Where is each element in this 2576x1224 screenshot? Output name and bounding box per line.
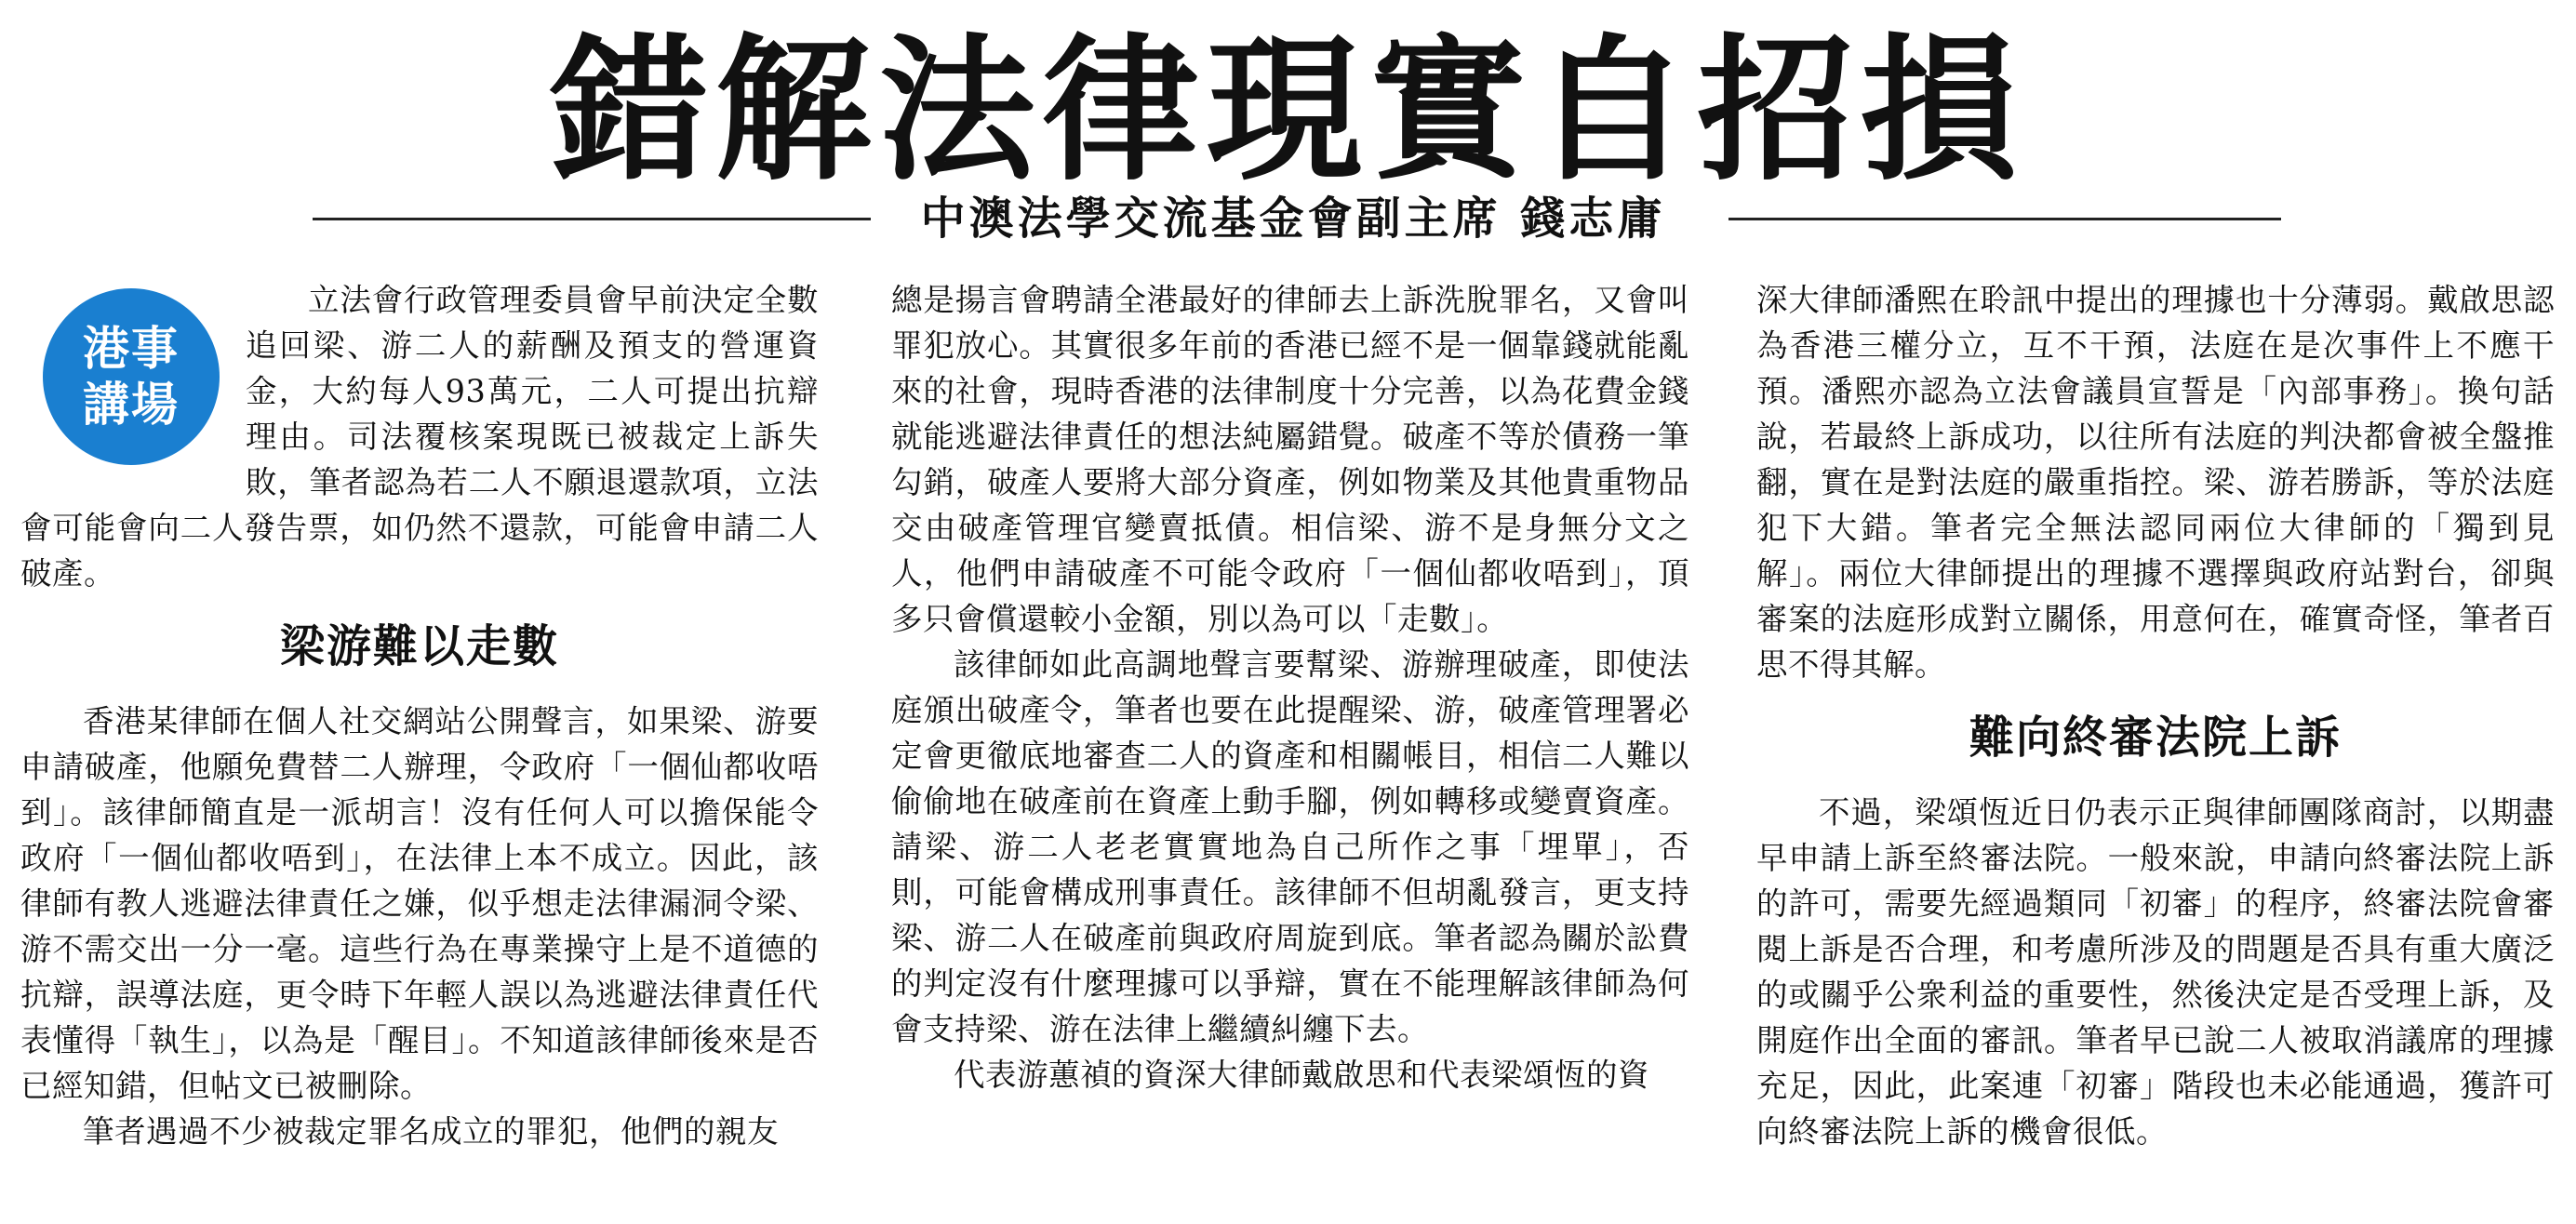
column-1 [20, 277, 819, 1154]
subhead-1: 梁游難以走數 [279, 620, 559, 672]
byline: 中澳法學交流基金會副主席 錢志庸 [920, 193, 1666, 245]
column-2 [891, 277, 1689, 1098]
byline-rule-left [313, 218, 871, 220]
byline-rule-right [1728, 218, 2281, 220]
column-1-paragraph-1: 立法會行政管理委員會早前決定全數追回梁、游二人的薪酬及預支的營運資金，大約每人93萬元，二人可提出抗辯理由。司法覆核案現既已被裁定上訴失敗，筆者認為若二人不願退還款項，立法會可能會向二人發告票，如仍然不還款，可能會申請二人破產。 [20, 282, 819, 592]
badge-line-2: 講場 [83, 378, 180, 432]
badge-line-1: 港事 [83, 322, 180, 376]
subhead-2: 難向終審法院上訴 [1969, 712, 2342, 764]
column-3 [1756, 277, 2555, 1154]
column-3-paragraph-2: 不過，梁頌恆近日仍表示正與律師團隊商討，以期盡早申請上訴至終審法院。一般來說，申請向終審法院上訴的許可，需要先經過類同「初審」的程序，終審法院會審閱上訴是否合理，和考慮所涉及的問題是否具有重大廣泛的或關乎公衆利益的重要性，然後決定是否受理上訴，及開庭作出全面的審訊。筆者早已說二人被取消議席的理據充足，因此，此案連「初審」階段也未必能通過，獲許可向終審法院上訴的機會很低。 [1756, 794, 2555, 1150]
headline: 錯解法律現實自招損 [551, 18, 2025, 202]
column-2-paragraph-2: 該律師如此高調地聲言要幫梁、游辦理破產，即使法庭頒出破產令，筆者也要在此提醒梁、游，破產管理署必定會更徹底地審查二人的資產和相關帳目，相信二人難以偷偷地在破產前在資產上動手腳，例如轉移或變賣資產。請梁、游二人老老實實地為自己所作之事「埋單」，否則，可能會構成刑事責任。該律師不但胡亂發言，更支持梁、游二人在破產前與政府周旋到底。筆者認為關於訟費的判定沒有什麼理據可以爭辯，實在不能理解該律師為何會支持梁、游在法律上繼續糾纏下去。 [891, 646, 1689, 1047]
column-1-paragraph-2: 香港某律師在個人社交網站公開聲言，如果梁、游要申請破產，他願免費替二人辦理，令政府「一個仙都收唔到」。該律師簡直是一派胡言！沒有任何人可以擔保能令政府「一個仙都收唔到」，在法律上本不成立。因此，該律師有教人逃避法律責任之嫌，似乎想走法律漏洞令梁、游不需交出一分一毫。這些行為在專業操守上是不道德的抗辯，誤導法庭，更令時下年輕人誤以為逃避法律責任代表懂得「執生」，以為是「醒目」。不知道該律師後來是否已經知錯，但帖文已被刪除。 [20, 703, 819, 1104]
byline-row [0, 186, 2576, 251]
column-3-paragraph-1: 深大律師潘熙在聆訊中提出的理據也十分薄弱。戴啟思認為香港三權分立，互不干預，法庭在是次事件上不應干預。潘熙亦認為立法會議員宣誓是「內部事務」。換句話說，若最終上訴成功，以往所有法庭的判決都會被全盤推翻，實在是對法庭的嚴重指控。梁、游若勝訴，等於法庭犯下大錯。筆者完全無法認同兩位大律師的「獨到見解」。兩位大律師提出的理據不選擇與政府站對台，卻與審案的法庭形成對立關係，用意何在，確實奇怪，筆者百思不得其解。 [1756, 282, 2555, 683]
column-badge [43, 288, 220, 465]
column-1-paragraph-3: 筆者遇過不少被裁定罪名成立的罪犯，他們的親友 [83, 1113, 779, 1150]
column-2-paragraph-3: 代表游蕙禎的資深大律師戴啟思和代表梁頌恆的資 [954, 1057, 1649, 1093]
column-2-paragraph-1: 總是揚言會聘請全港最好的律師去上訴洗脫罪名，又會叫罪犯放心。其實很多年前的香港已經不是一個靠錢就能亂來的社會，現時香港的法律制度十分完善，以為花費金錢就能逃避法律責任的想法純屬錯覺。破產不等於債務一筆勾銷，破產人要將大部分資產，例如物業及其他貴重物品交由破產管理官變賣抵債。相信梁、游不是身無分文之人，他們申請破產不可能令政府「一個仙都收唔到」，頂多只會償還較小金額，別以為可以「走數」。 [891, 282, 1689, 637]
